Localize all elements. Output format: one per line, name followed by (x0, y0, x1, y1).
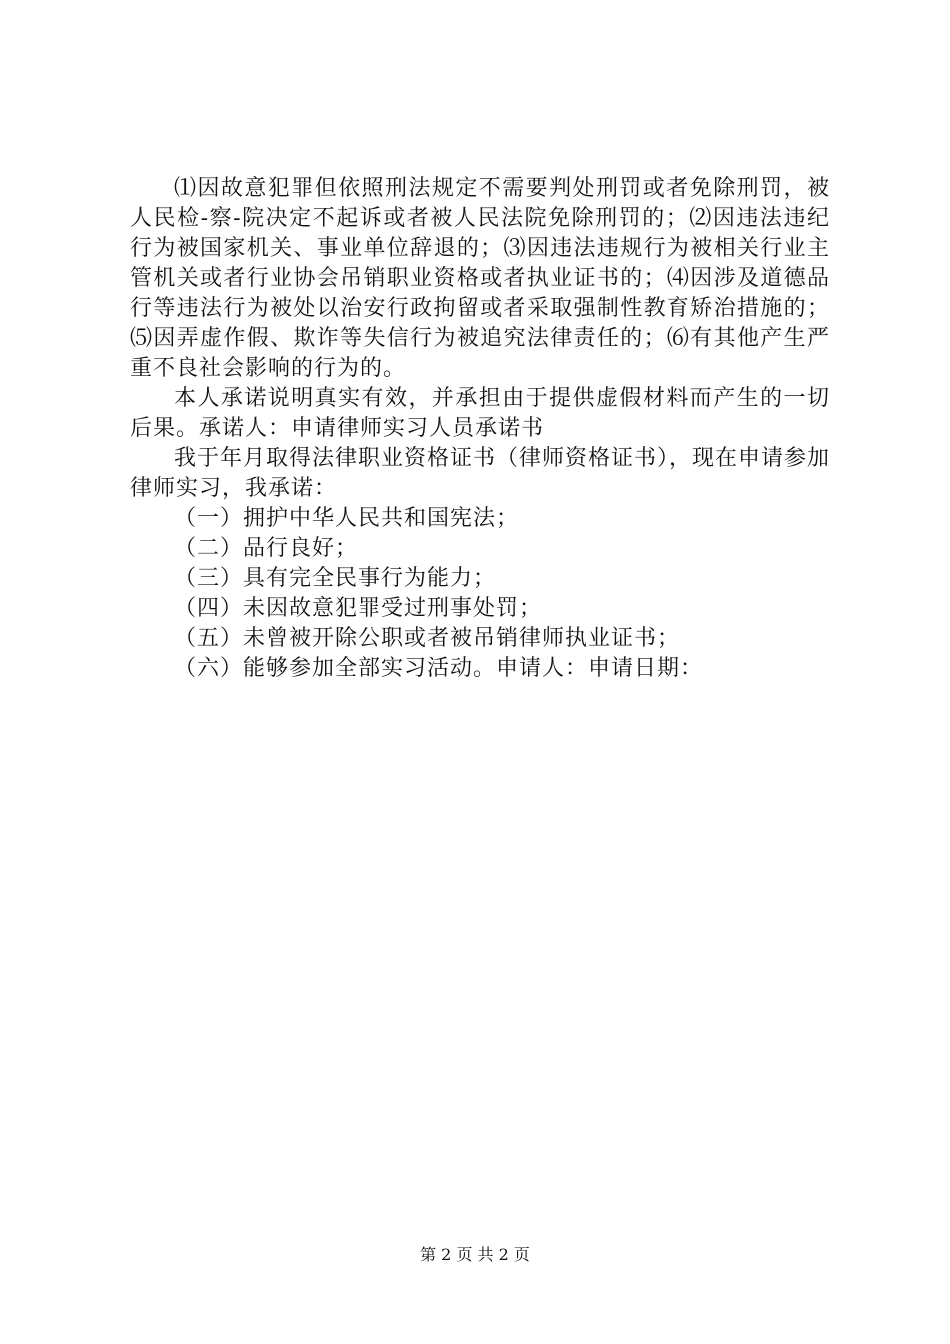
list-item: （五）未曾被开除公职或者被吊销律师执业证书； (174, 626, 681, 651)
list-item: （六）能够参加全部实习活动。申请人：申请日期： (174, 656, 704, 681)
list-item: （三）具有完全民事行为能力； (174, 566, 497, 591)
list-item: （一）拥护中华人民共和国宪法； (174, 506, 520, 531)
document-body (130, 174, 830, 684)
paragraph-disqualifications: ⑴因故意犯罪但依照刑法规定不需要判处刑罚或者免除刑罚，被人民检-察-院决定不起诉或者被人民法院免除刑罚的；⑵因违法违纪行为被国家机关、事业单位辞退的；⑶因违法违规行为被相关行业主管机关或者行业协会吊销职业资格或者执业证书的；⑷因涉及道德品行等违法行为被处以治安行政拘留或者采取强制性教育矫治措施的；⑸因弄虚作假、欺诈等失信行为被追究法律责任的；⑹有其他产生严重不良社会影响的行为的。 (130, 176, 830, 381)
page-number: 第 2 页 共 2 页 (420, 1245, 530, 1264)
list-item: （四）未因故意犯罪受过刑事处罚； (174, 596, 543, 621)
list-item: （二）品行良好； (174, 536, 359, 561)
paragraph-commitment: 本人承诺说明真实有效，并承担由于提供虚假材料而产生的一切后果。承诺人：申请律师实习人员承诺书 (130, 386, 830, 441)
paragraph-application: 我于年月取得法律职业资格证书（律师资格证书），现在申请参加律师实习，我承诺： (130, 446, 831, 501)
